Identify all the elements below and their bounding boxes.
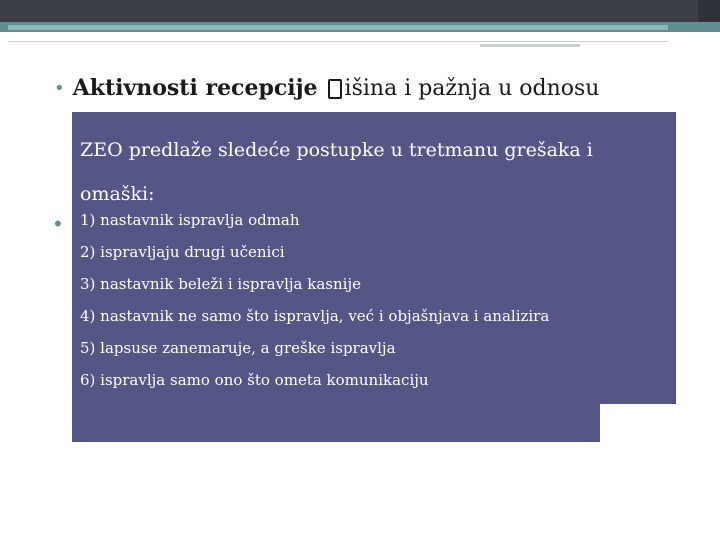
popup-list-item: 2) ispravljaju drugi učenici	[80, 243, 285, 261]
bullet-1-bold-text: Aktivnosti recepcije	[72, 75, 318, 101]
error-correction-popup	[72, 112, 676, 404]
popup-lower-extension	[72, 404, 600, 442]
missing-glyph-box	[328, 79, 342, 99]
top-accent-segment	[8, 25, 668, 30]
popup-list-item: 4) nastavnik ne samo što ispravlja, već i objašnjava i analizira	[80, 307, 550, 325]
slide-bullet-1	[54, 70, 599, 106]
header-divider-accent	[480, 44, 580, 47]
top-bar	[0, 0, 720, 22]
top-bar-corner-block	[698, 0, 720, 22]
bullet-1-text: išina i pažnja u odnosu	[344, 75, 600, 101]
header-divider	[8, 41, 668, 42]
popup-list-item: 1) nastavnik ispravlja odmah	[80, 211, 300, 229]
popup-list-item: 6) ispravlja samo ono što ometa komunikaciju	[80, 371, 429, 389]
bullet-marker-2: •	[52, 212, 64, 236]
popup-list-item: 5) lapsuse zanemaruje, a greške ispravlja	[80, 339, 396, 357]
popup-header: ZEO predlaže sledeće postupke u tretmanu grešaka i omaški:	[80, 139, 593, 205]
popup-list	[80, 212, 549, 436]
bullet-marker: •	[54, 77, 65, 99]
popup-list-item: 3) nastavnik beleži i ispravlja kasnije	[80, 275, 361, 293]
